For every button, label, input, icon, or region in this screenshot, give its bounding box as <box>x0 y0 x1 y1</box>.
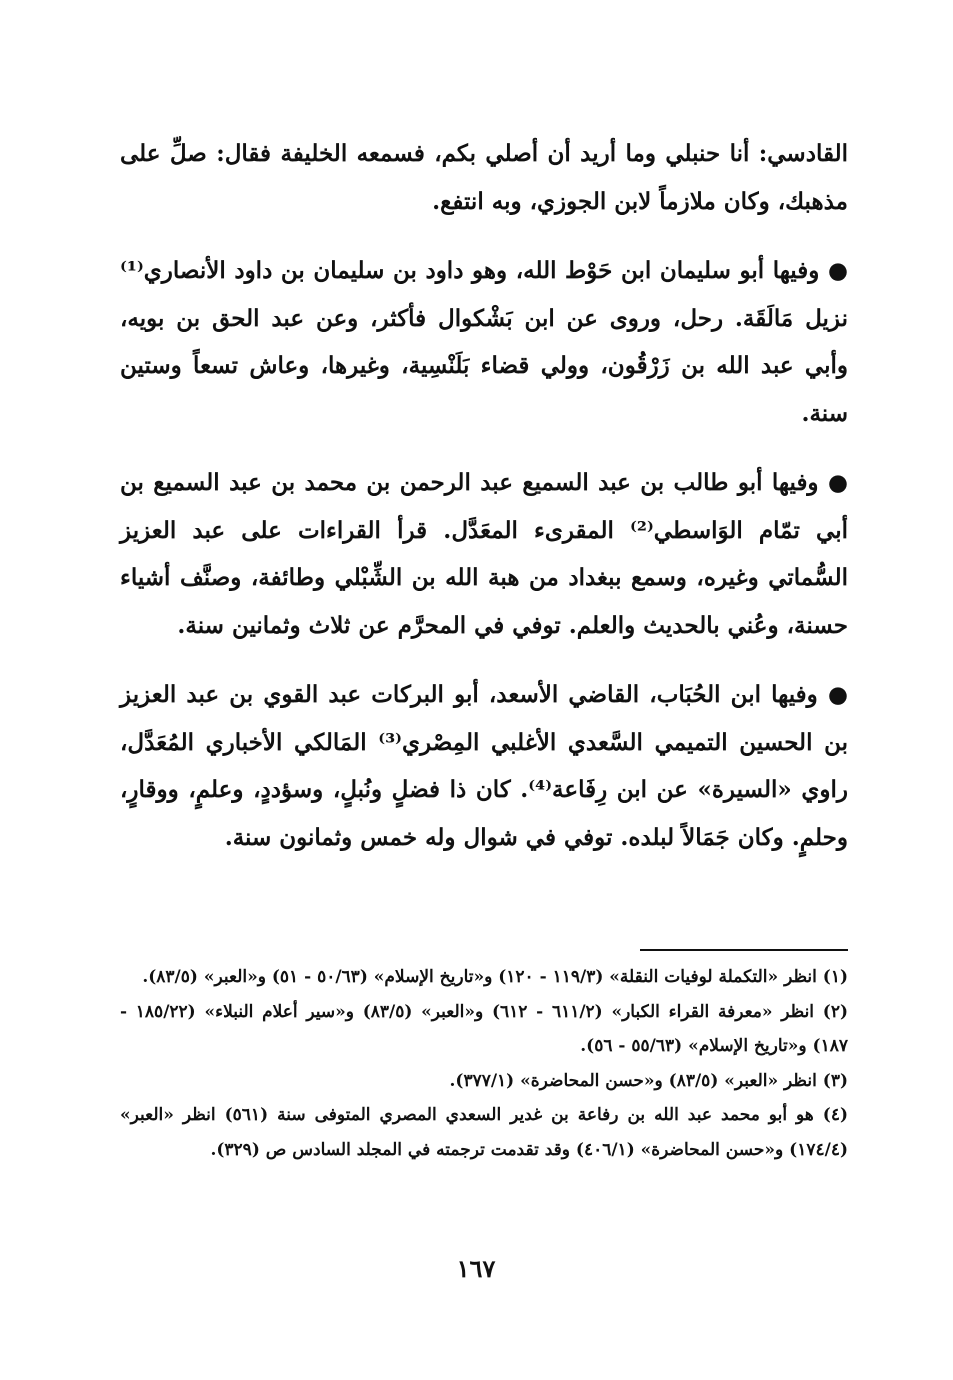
footnotes <box>120 960 848 1167</box>
paragraph-ibn-hawt-allah: ● وفيها أبو سليمان ابن حَوْط الله، وهو داود بن سليمان بن داود الأنصاري⁽¹⁾ نزيل مَالَقَة. رحل، وروى عن ابن بَشْكوال فأكثر، وعن عبد الحق بن بويه، وأبي عبد الله بن زَرْقُون، وولي قضاء بَلَنْسِية، وغيرها، وعاش تسعاً وستين سنة. <box>120 257 848 427</box>
footnote-3: (٣) انظر «العبر» (٨٣/٥) و«حسن المحاضرة» (٣٧٧/١). <box>449 1070 848 1091</box>
paragraph-ibn-al-hubab: ● وفيها ابن الحُبَاب، القاضي الأسعد، أبو البركات عبد القوي بن عبد العزيز بن الحسين التميمي السَّعدي الأغلبي المِصْري⁽³⁾ المَالكي الأخباري المُعَدَّل، راوي «السيرة» عن ابن رِفَاعة⁽⁴⁾. كان ذا فضلٍ ونُبلٍ، وسؤددٍ، وعلمٍ، ووقارٍ، وحلمٍ. وكان جَمَالاً لبلده. توفي في شوال وله خمس وثمانون سنة. <box>120 681 848 851</box>
footnote-divider <box>640 949 848 951</box>
paragraph-continuation: القادسي: أنا حنبلي وما أريد أن أصلي بكم، فسمعه الخليفة فقال: صلِّ على مذهبك، وكان ملازماً لابن الجوزي، وبه انتفع. <box>120 140 848 215</box>
footnote-2: (٢) انظر «معرفة القراء الكبار» (٦١١/٢ - ٦١٢) و«العبر» (٨٣/٥) و«سير أعلام النبلاء» (١٨٥/٢٢ - ١٨٧) و«تاريخ الإسلام» (٥٥/٦٣ - ٥٦). <box>120 1001 848 1056</box>
footnote-4: (٤) هو أبو محمد عبد الله بن رفاعة بن غدير السعدي المصري المتوفى سنة (٥٦١) انظر «العبر» (١٧٤/٤) و«حسن المحاضرة» (٤٠٦/١) وقد تقدمت ترجمته في المجلد السادس ص (٣٢٩). <box>120 1105 848 1160</box>
paragraph-gap <box>120 225 848 247</box>
paragraph-gap <box>120 437 848 459</box>
footnote-1: (١) انظر «التكملة لوفيات النقلة» (١١٩/٣ - ١٢٠) و«تاريخ الإسلام» (٥٠/٦٣ - ٥١) و«العبر» (٨٣/٥). <box>142 967 848 987</box>
paragraph-abu-talib: ● وفيها أبو طالب بن عبد السميع عبد الرحمن بن محمد بن عبد السميع بن أبي تمّام الوَاسطي⁽²⁾ المقرىء المعَدَّل. قرأ القراءات على عبد العزيز السُّماتي وغيره، وسمع ببغداد من هبة الله بن الشِّبْلي وطائفة، وصنَّف أشياء حسنة، وعُني بالحديث والعلم. توفي في المحرَّم عن ثلاث وثمانين سنة. <box>120 469 848 639</box>
paragraph-gap <box>120 649 848 671</box>
main-text <box>120 130 848 861</box>
page-number: ١٦٧ <box>456 1254 496 1283</box>
